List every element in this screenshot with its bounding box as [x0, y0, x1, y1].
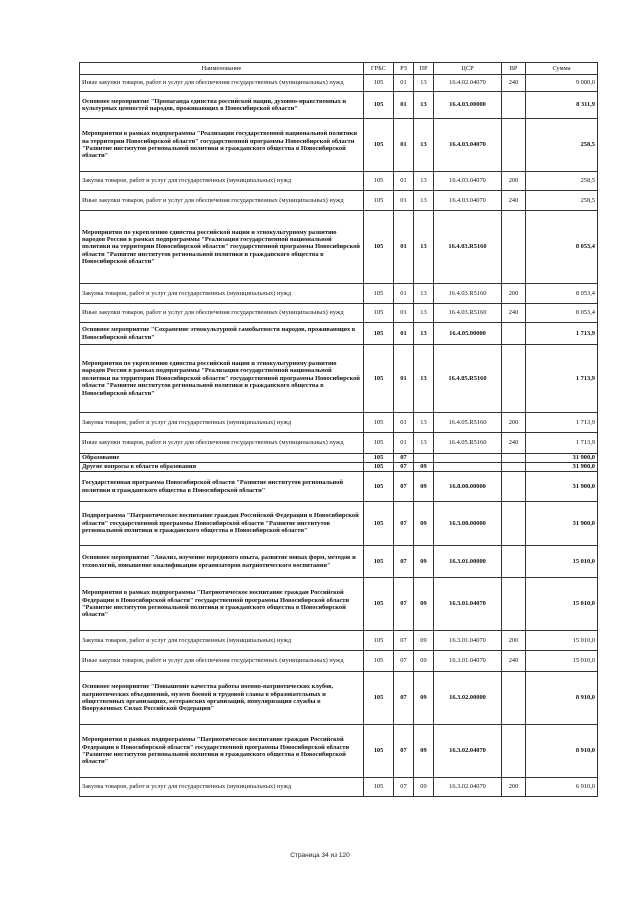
- header-grbs: ГРБС: [364, 63, 394, 75]
- cell-grbs: 105: [364, 433, 394, 454]
- cell-pr: 13: [414, 119, 434, 172]
- cell-pr: 09: [414, 502, 434, 546]
- cell-pr: 09: [414, 778, 434, 797]
- cell-csr: 16.4.03.04070: [434, 172, 502, 191]
- table-row: [80, 75, 598, 92]
- header-name: Наименование: [80, 63, 364, 75]
- cell-sum: 8 053,4: [526, 304, 598, 323]
- cell-vr: [502, 502, 526, 546]
- cell-grbs: 105: [364, 454, 394, 463]
- cell-rz: 07: [394, 463, 414, 472]
- cell-vr: [502, 472, 526, 502]
- cell-csr: 16.3.00.00000: [434, 502, 502, 546]
- cell-vr: [502, 546, 526, 578]
- cell-pr: 13: [414, 92, 434, 119]
- cell-rz: 07: [394, 546, 414, 578]
- cell-pr: 13: [414, 304, 434, 323]
- cell-csr: 16.4.05.R5160: [434, 413, 502, 433]
- cell-sum: 9 000,0: [526, 75, 598, 92]
- cell-pr: 09: [414, 546, 434, 578]
- cell-sum: 1 713,9: [526, 433, 598, 454]
- cell-csr: 16.4.03.R5160: [434, 211, 502, 284]
- cell-sum: 31 900,0: [526, 472, 598, 502]
- cell-grbs: 105: [364, 345, 394, 413]
- cell-csr: 16.4.03.R5160: [434, 284, 502, 304]
- cell-sum: 31 900,0: [526, 463, 598, 472]
- cell-pr: 09: [414, 463, 434, 472]
- cell-name: Мероприятия в рамках подпрограммы "Реализация государственной национальной политики на территории Новосибирской области" государственной программы Новосибирской области "Развитие институтов региональной политики и гражданского общества в Новосибирской области": [80, 119, 364, 172]
- cell-sum: 31 900,0: [526, 502, 598, 546]
- table-row: [80, 502, 598, 546]
- cell-rz: 07: [394, 631, 414, 651]
- cell-vr: 200: [502, 413, 526, 433]
- cell-name: Подпрограмма "Патриотическое воспитание граждан Российской Федерации в Новосибирской области" государственной программы Новосибирской области "Развитие институтов региональной политики и гражданского общества в Новосибирской области": [80, 502, 364, 546]
- cell-csr: 16.4.03.04070: [434, 191, 502, 211]
- cell-rz: 07: [394, 778, 414, 797]
- cell-csr: 16.3.02.04070: [434, 725, 502, 778]
- cell-name: Образование: [80, 454, 364, 463]
- cell-vr: [502, 672, 526, 725]
- cell-name: Мероприятия по укреплению единства российской нации и этнокультурному развитию народов России в рамках подпрограммы "Реализация государственной национальной политики на территории Новосибирской области" государственной программы Новосибирской области "Развитие институтов региональной политики и гражданского общества в Новосибирской области": [80, 211, 364, 284]
- table-row: [80, 345, 598, 413]
- cell-rz: 01: [394, 92, 414, 119]
- cell-vr: [502, 345, 526, 413]
- cell-grbs: 105: [364, 651, 394, 672]
- cell-vr: 240: [502, 191, 526, 211]
- header-rz: РЗ: [394, 63, 414, 75]
- header-csr: ЦСР: [434, 63, 502, 75]
- cell-grbs: 105: [364, 631, 394, 651]
- cell-vr: [502, 454, 526, 463]
- cell-vr: 240: [502, 304, 526, 323]
- header-vr: ВР: [502, 63, 526, 75]
- cell-csr: 16.3.01.04070: [434, 631, 502, 651]
- cell-grbs: 105: [364, 672, 394, 725]
- cell-csr: 16.4.03.R5160: [434, 304, 502, 323]
- cell-rz: 01: [394, 284, 414, 304]
- cell-csr: 16.4.05.R5160: [434, 433, 502, 454]
- page-number: Страница 34 из 120: [290, 852, 350, 859]
- cell-grbs: 105: [364, 304, 394, 323]
- table-row: [80, 454, 598, 463]
- cell-rz: 01: [394, 119, 414, 172]
- cell-name: Закупка товаров, работ и услуг для государственных (муниципальных) нужд: [80, 284, 364, 304]
- cell-pr: 13: [414, 284, 434, 304]
- cell-vr: [502, 578, 526, 631]
- table-row: [80, 191, 598, 211]
- cell-vr: 200: [502, 631, 526, 651]
- cell-name: Государственная программа Новосибирской области "Развитие институтов региональной политики и гражданского общества в Новосибирской области": [80, 472, 364, 502]
- cell-name: Основное мероприятие "Сохранение этнокультурной самобытности народов, проживающих в Новосибирской области": [80, 323, 364, 345]
- table-row: [80, 578, 598, 631]
- cell-rz: 07: [394, 502, 414, 546]
- cell-sum: 1 713,9: [526, 413, 598, 433]
- cell-pr: 13: [414, 191, 434, 211]
- cell-pr: 13: [414, 211, 434, 284]
- cell-name: Мероприятия по укреплению единства российской нации и этнокультурному развитию народов России в рамках подпрограммы "Реализация государственной национальной политики на территории Новосибирской области" государственной программы Новосибирской области "Развитие институтов региональной политики и гражданского общества в Новосибирской области": [80, 345, 364, 413]
- cell-grbs: 105: [364, 546, 394, 578]
- cell-sum: 1 713,9: [526, 323, 598, 345]
- cell-name: Иные закупки товаров, работ и услуг для обеспечения государственных (муниципальных) нужд: [80, 433, 364, 454]
- cell-sum: 15 010,0: [526, 578, 598, 631]
- cell-vr: 200: [502, 172, 526, 191]
- table-row: [80, 631, 598, 651]
- table-row: [80, 284, 598, 304]
- cell-grbs: 105: [364, 211, 394, 284]
- cell-rz: 01: [394, 304, 414, 323]
- cell-name: Закупка товаров, работ и услуг для государственных (муниципальных) нужд: [80, 778, 364, 797]
- table-row: [80, 463, 598, 472]
- cell-rz: 07: [394, 725, 414, 778]
- cell-grbs: 105: [364, 463, 394, 472]
- cell-pr: 09: [414, 725, 434, 778]
- cell-vr: [502, 463, 526, 472]
- cell-grbs: 105: [364, 323, 394, 345]
- cell-csr: 16.0.00.00000: [434, 472, 502, 502]
- table-row: [80, 172, 598, 191]
- cell-csr: 16.4.05.00000: [434, 323, 502, 345]
- cell-rz: 01: [394, 191, 414, 211]
- cell-grbs: 105: [364, 119, 394, 172]
- table-row: [80, 413, 598, 433]
- cell-name: Иные закупки товаров, работ и услуг для обеспечения государственных (муниципальных) нужд: [80, 651, 364, 672]
- cell-grbs: 105: [364, 502, 394, 546]
- cell-sum: 8 910,0: [526, 725, 598, 778]
- table-row: [80, 119, 598, 172]
- cell-vr: [502, 92, 526, 119]
- cell-pr: 09: [414, 651, 434, 672]
- cell-sum: 8 053,4: [526, 284, 598, 304]
- header-pr: ПР: [414, 63, 434, 75]
- table-row: [80, 304, 598, 323]
- cell-rz: 01: [394, 323, 414, 345]
- cell-pr: 13: [414, 323, 434, 345]
- cell-sum: 8 910,0: [526, 672, 598, 725]
- cell-sum: 15 010,0: [526, 546, 598, 578]
- cell-name: Иные закупки товаров, работ и услуг для обеспечения государственных (муниципальных) нужд: [80, 75, 364, 92]
- cell-csr: 16.3.02.00000: [434, 672, 502, 725]
- cell-name: Иные закупки товаров, работ и услуг для обеспечения государственных (муниципальных) нужд: [80, 191, 364, 211]
- table-row: [80, 92, 598, 119]
- cell-csr: 16.4.05.R5160: [434, 345, 502, 413]
- cell-sum: 8 311,9: [526, 92, 598, 119]
- budget-table: [79, 62, 598, 797]
- cell-name: Другие вопросы в области образования: [80, 463, 364, 472]
- cell-pr: 13: [414, 433, 434, 454]
- table-body: [80, 75, 598, 797]
- cell-rz: 07: [394, 672, 414, 725]
- cell-csr: [434, 463, 502, 472]
- cell-grbs: 105: [364, 578, 394, 631]
- cell-sum: 258,5: [526, 172, 598, 191]
- cell-sum: 6 910,0: [526, 778, 598, 797]
- cell-grbs: 105: [364, 284, 394, 304]
- cell-csr: 16.3.02.04070: [434, 778, 502, 797]
- cell-csr: 16.4.03.04070: [434, 119, 502, 172]
- table-row: [80, 323, 598, 345]
- cell-name: Основное мероприятие "Пропаганда единства российской нации, духовно-нравственных и культурных ценностей народов, проживающих в Новосибирской области": [80, 92, 364, 119]
- cell-sum: 258,5: [526, 191, 598, 211]
- cell-rz: 01: [394, 75, 414, 92]
- header-sum: Сумма: [526, 63, 598, 75]
- cell-vr: [502, 323, 526, 345]
- cell-rz: 01: [394, 433, 414, 454]
- cell-grbs: 105: [364, 778, 394, 797]
- cell-vr: 240: [502, 433, 526, 454]
- table-row: [80, 546, 598, 578]
- cell-name: Основное мероприятие "Анализ, изучение передового опыта, развитие новых форм, методов и технологий, повышение квалификации организаторов патриотического воспитания": [80, 546, 364, 578]
- cell-name: Основное мероприятие "Повышение качества работы военно-патриотических клубов, патриотических объединений, музеев боевой и трудовой славы в образовательных и общественных организациях, ветеранских организаций, популяризация службы в Вооруженных Силах Российской Федерации": [80, 672, 364, 725]
- cell-grbs: 105: [364, 75, 394, 92]
- cell-csr: 16.3.01.04070: [434, 578, 502, 631]
- cell-csr: 16.3.01.00000: [434, 546, 502, 578]
- cell-csr: 16.4.02.04070: [434, 75, 502, 92]
- cell-vr: 240: [502, 75, 526, 92]
- table-row: [80, 778, 598, 797]
- cell-sum: 15 010,0: [526, 651, 598, 672]
- cell-rz: 01: [394, 211, 414, 284]
- cell-pr: 13: [414, 413, 434, 433]
- cell-vr: [502, 725, 526, 778]
- cell-name: Закупка товаров, работ и услуг для государственных (муниципальных) нужд: [80, 631, 364, 651]
- cell-grbs: 105: [364, 172, 394, 191]
- cell-rz: 07: [394, 472, 414, 502]
- cell-name: Мероприятия в рамках подпрограммы "Патриотическое воспитание граждан Российской Федерации в Новосибирской области" государственной программы Новосибирской области "Развитие институтов региональной политики и гражданского общества в Новосибирской области": [80, 578, 364, 631]
- table-header-row: [80, 63, 598, 75]
- table-row: [80, 211, 598, 284]
- table-row: [80, 433, 598, 454]
- cell-rz: 01: [394, 172, 414, 191]
- cell-rz: 07: [394, 651, 414, 672]
- cell-pr: 09: [414, 672, 434, 725]
- cell-pr: 13: [414, 75, 434, 92]
- cell-sum: 8 053,4: [526, 211, 598, 284]
- cell-pr: 13: [414, 172, 434, 191]
- cell-vr: [502, 211, 526, 284]
- cell-pr: [414, 454, 434, 463]
- cell-grbs: 105: [364, 191, 394, 211]
- table-row: [80, 725, 598, 778]
- cell-sum: 258,5: [526, 119, 598, 172]
- cell-sum: 15 010,0: [526, 631, 598, 651]
- cell-rz: 07: [394, 578, 414, 631]
- cell-grbs: 105: [364, 725, 394, 778]
- cell-sum: 31 900,0: [526, 454, 598, 463]
- cell-pr: 13: [414, 345, 434, 413]
- cell-vr: 240: [502, 651, 526, 672]
- cell-pr: 09: [414, 472, 434, 502]
- cell-name: Мероприятия в рамках подпрограммы "Патриотическое воспитание граждан Российской Федерации в Новосибирской области" государственной программы Новосибирской области "Развитие институтов региональной политики и гражданского общества в Новосибирской области": [80, 725, 364, 778]
- cell-csr: 16.4.03.00000: [434, 92, 502, 119]
- table-row: [80, 672, 598, 725]
- cell-vr: [502, 119, 526, 172]
- cell-pr: 09: [414, 631, 434, 651]
- cell-rz: 01: [394, 345, 414, 413]
- cell-grbs: 105: [364, 413, 394, 433]
- cell-pr: 09: [414, 578, 434, 631]
- cell-sum: 1 713,9: [526, 345, 598, 413]
- table-row: [80, 472, 598, 502]
- cell-csr: 16.3.01.04070: [434, 651, 502, 672]
- table-row: [80, 651, 598, 672]
- cell-name: Иные закупки товаров, работ и услуг для обеспечения государственных (муниципальных) нужд: [80, 304, 364, 323]
- cell-name: Закупка товаров, работ и услуг для государственных (муниципальных) нужд: [80, 413, 364, 433]
- cell-grbs: 105: [364, 472, 394, 502]
- cell-vr: 200: [502, 284, 526, 304]
- cell-rz: 01: [394, 413, 414, 433]
- cell-vr: 200: [502, 778, 526, 797]
- cell-name: Закупка товаров, работ и услуг для государственных (муниципальных) нужд: [80, 172, 364, 191]
- cell-csr: [434, 454, 502, 463]
- cell-grbs: 105: [364, 92, 394, 119]
- cell-rz: 07: [394, 454, 414, 463]
